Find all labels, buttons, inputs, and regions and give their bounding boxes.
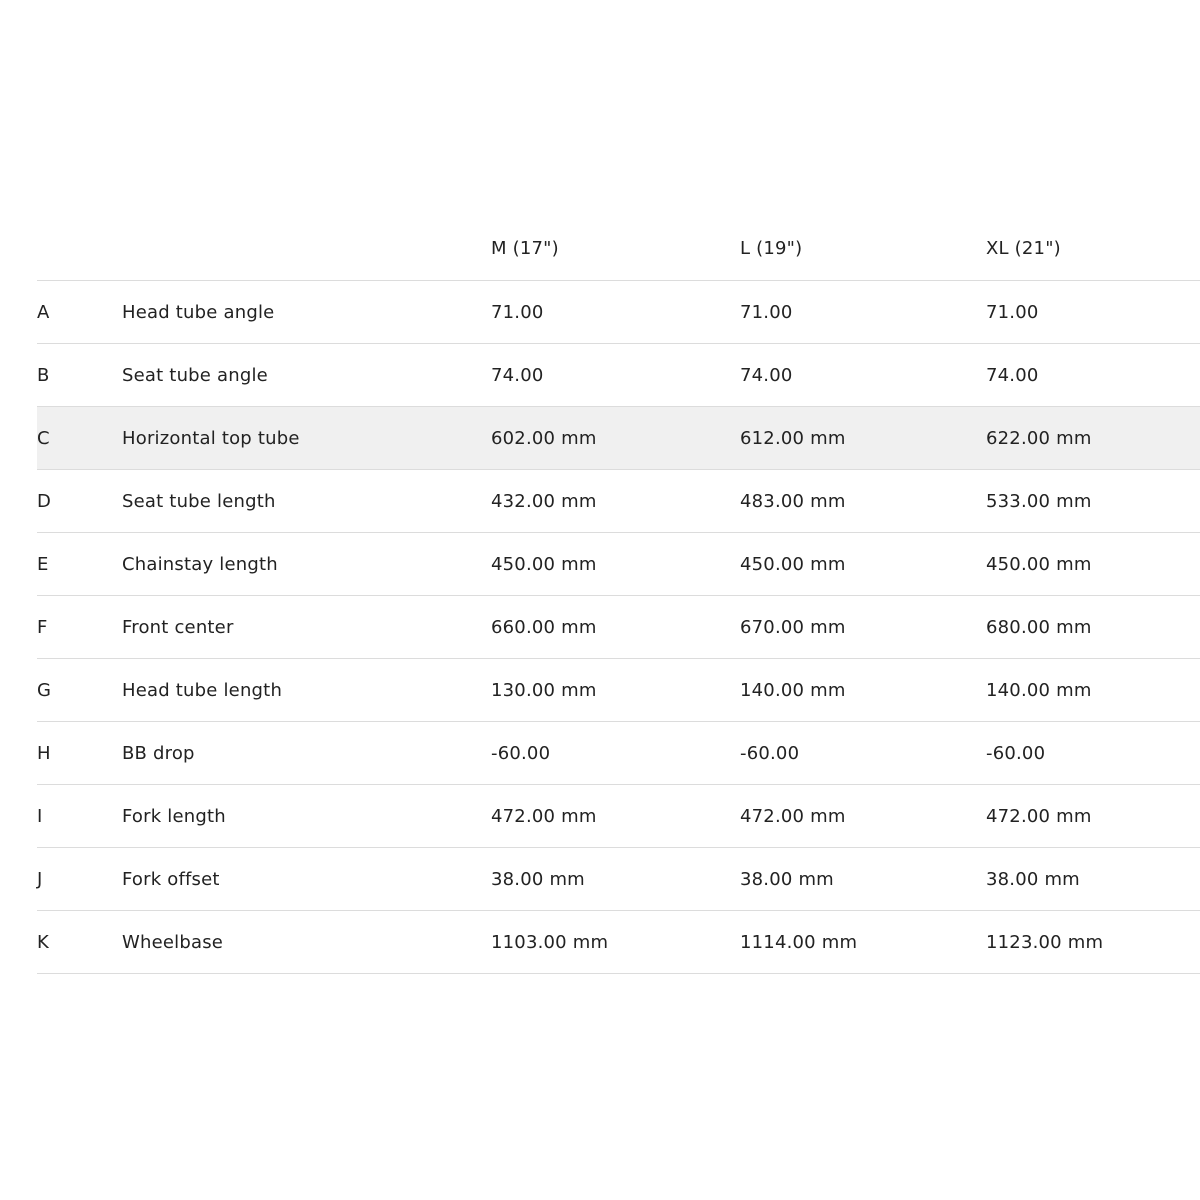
row-value-m: 450.00 mm (491, 553, 597, 575)
table-row (37, 722, 1200, 785)
row-value-xl: 472.00 mm (986, 805, 1092, 827)
row-value-m: 432.00 mm (491, 490, 597, 512)
row-value-l: 38.00 mm (740, 868, 834, 890)
row-value-l: 71.00 (740, 301, 793, 323)
table-row (37, 533, 1200, 596)
table-header (37, 216, 1200, 281)
header-size-xl: XL (21") (986, 237, 1061, 259)
row-name: Seat tube angle (122, 364, 268, 386)
row-value-m: 38.00 mm (491, 868, 585, 890)
geometry-table (37, 216, 1200, 974)
row-value-xl: 622.00 mm (986, 427, 1092, 449)
row-value-xl: 680.00 mm (986, 616, 1092, 638)
row-letter: C (37, 427, 50, 449)
row-letter: B (37, 364, 50, 386)
row-value-m: 74.00 (491, 364, 544, 386)
table-row (37, 344, 1200, 407)
row-value-m: 660.00 mm (491, 616, 597, 638)
row-letter: K (37, 931, 50, 953)
row-value-m: 1103.00 mm (491, 931, 609, 953)
table-row-highlighted (37, 407, 1200, 470)
row-value-xl: 140.00 mm (986, 679, 1092, 701)
row-name: Head tube angle (122, 301, 275, 323)
row-name: Seat tube length (122, 490, 276, 512)
row-value-xl: 71.00 (986, 301, 1039, 323)
table-row (37, 281, 1200, 344)
row-value-l: 450.00 mm (740, 553, 846, 575)
row-value-l: 140.00 mm (740, 679, 846, 701)
row-letter: H (37, 742, 51, 764)
row-name: Head tube length (122, 679, 283, 701)
row-value-l: -60.00 (740, 742, 800, 764)
row-letter: F (37, 616, 48, 638)
table-row (37, 911, 1200, 974)
table-row (37, 470, 1200, 533)
header-size-l: L (19") (740, 237, 803, 259)
row-value-l: 612.00 mm (740, 427, 846, 449)
row-value-l: 472.00 mm (740, 805, 846, 827)
row-value-xl: 450.00 mm (986, 553, 1092, 575)
row-value-l: 670.00 mm (740, 616, 846, 638)
row-name: Front center (122, 616, 234, 638)
table-row (37, 596, 1200, 659)
row-value-l: 483.00 mm (740, 490, 846, 512)
row-name: Wheelbase (122, 931, 224, 953)
row-value-m: 602.00 mm (491, 427, 597, 449)
row-value-m: 472.00 mm (491, 805, 597, 827)
header-size-m: M (17") (491, 237, 559, 259)
table-row (37, 848, 1200, 911)
row-value-m: 71.00 (491, 301, 544, 323)
row-name: Fork length (122, 805, 226, 827)
row-letter: E (37, 553, 49, 575)
row-letter: D (37, 490, 52, 512)
row-value-m: -60.00 (491, 742, 551, 764)
row-value-l: 1114.00 mm (740, 931, 858, 953)
row-letter: J (37, 868, 43, 890)
row-value-xl: -60.00 (986, 742, 1046, 764)
row-value-m: 130.00 mm (491, 679, 597, 701)
table-row (37, 659, 1200, 722)
row-name: Horizontal top tube (122, 427, 300, 449)
row-letter: I (37, 805, 43, 827)
row-value-xl: 38.00 mm (986, 868, 1080, 890)
row-name: Fork offset (122, 868, 220, 890)
row-name: Chainstay length (122, 553, 278, 575)
row-value-l: 74.00 (740, 364, 793, 386)
row-value-xl: 74.00 (986, 364, 1039, 386)
row-letter: A (37, 301, 50, 323)
row-letter: G (37, 679, 52, 701)
table-row (37, 785, 1200, 848)
row-value-xl: 533.00 mm (986, 490, 1092, 512)
row-name: BB drop (122, 742, 195, 764)
row-value-xl: 1123.00 mm (986, 931, 1104, 953)
